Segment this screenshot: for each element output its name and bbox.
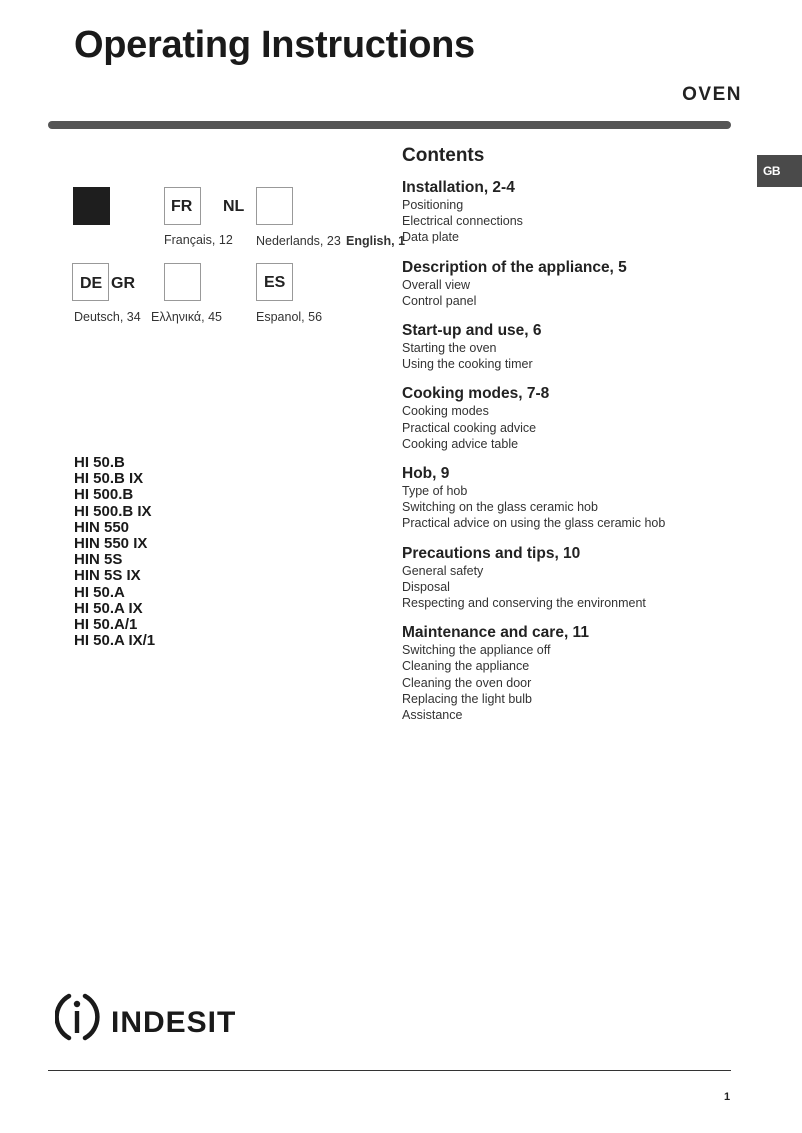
model-number: HIN 550 bbox=[74, 518, 130, 536]
product-type: OVEN bbox=[682, 84, 742, 105]
section-item: Practical cooking advice bbox=[402, 420, 537, 435]
section-item: Cleaning the appliance bbox=[402, 659, 530, 674]
language-box-english bbox=[73, 187, 110, 225]
model-number: HI 50.A IX/1 bbox=[74, 632, 156, 650]
model-number: HIN 5S bbox=[74, 551, 123, 569]
section-item: Replacing the light bulb bbox=[402, 691, 532, 706]
table-of-contents bbox=[402, 145, 782, 736]
model-number: HI 500.B IX bbox=[74, 502, 152, 520]
section-heading: Description of the appliance, 5 bbox=[402, 258, 627, 276]
contents-section bbox=[402, 624, 782, 723]
section-heading: Precautions and tips, 10 bbox=[402, 544, 581, 562]
language-label-nl: Nederlands, 23 bbox=[256, 234, 341, 248]
language-code-gr: GR bbox=[111, 275, 135, 292]
model-number: HI 50.B IX bbox=[74, 470, 144, 488]
language-tab: GB bbox=[757, 155, 802, 187]
section-item: Disposal bbox=[402, 579, 450, 594]
contents-title: Contents bbox=[402, 145, 485, 166]
section-item: General safety bbox=[402, 563, 484, 578]
header-divider bbox=[48, 121, 731, 129]
section-item: Switching the appliance off bbox=[402, 643, 551, 658]
section-item: Positioning bbox=[402, 198, 464, 212]
model-list bbox=[74, 455, 155, 649]
language-label-english: English, 1 bbox=[346, 234, 406, 248]
section-item: Assistance bbox=[402, 708, 463, 723]
model-number: HI 50.A/1 bbox=[74, 616, 138, 634]
contents-section bbox=[402, 545, 782, 612]
language-label-fr: Français, 12 bbox=[164, 233, 233, 247]
contents-section bbox=[402, 465, 782, 532]
language-label-es: Espanol, 56 bbox=[256, 310, 323, 324]
section-item: Data plate bbox=[402, 230, 459, 245]
section-item: Cooking advice table bbox=[402, 436, 519, 451]
language-label-de: Deutsch, 34 bbox=[74, 310, 141, 324]
section-heading: Installation, 2-4 bbox=[402, 179, 515, 196]
section-item: Electrical connections bbox=[402, 214, 523, 229]
section-item: Respecting and conserving the environment bbox=[402, 596, 646, 611]
section-item: Using the cooking timer bbox=[402, 357, 533, 372]
language-box-gr bbox=[164, 263, 201, 301]
language-code-fr: FR bbox=[171, 198, 193, 215]
indesit-logo bbox=[55, 990, 255, 1050]
section-item: Practical advice on using the glass ceramic hob bbox=[402, 516, 666, 531]
contents-section bbox=[402, 385, 782, 452]
section-item: Starting the oven bbox=[402, 341, 497, 356]
model-number: HI 50.A IX bbox=[74, 599, 143, 617]
footer-divider bbox=[48, 1070, 731, 1071]
section-heading: Cooking modes, 7-8 bbox=[402, 385, 550, 403]
model-number: HI 500.B bbox=[74, 486, 134, 504]
language-code-nl: NL bbox=[223, 198, 245, 215]
language-box-nl bbox=[256, 187, 293, 225]
section-item: Switching on the glass ceramic hob bbox=[402, 500, 598, 515]
section-heading: Hob, 9 bbox=[402, 465, 450, 483]
contents-section bbox=[402, 259, 782, 309]
section-heading: Maintenance and care, 11 bbox=[402, 624, 589, 642]
model-number: HI 50.B bbox=[74, 454, 125, 471]
page-title: Operating Instructions bbox=[74, 24, 475, 66]
page-number: 1 bbox=[724, 1091, 731, 1103]
section-heading: Start-up and use, 6 bbox=[402, 322, 542, 340]
model-number: HIN 550 IX bbox=[74, 535, 148, 553]
language-code-es: ES bbox=[264, 274, 286, 291]
section-item: Cleaning the oven door bbox=[402, 675, 532, 690]
model-number: HIN 5S IX bbox=[74, 567, 141, 585]
contents-section bbox=[402, 179, 782, 246]
contents-section bbox=[402, 322, 782, 372]
section-item: Type of hob bbox=[402, 484, 468, 499]
language-label-gr: Ελληνικά, 45 bbox=[151, 310, 222, 324]
section-item: Cooking modes bbox=[402, 404, 489, 419]
section-item: Overall view bbox=[402, 277, 471, 292]
svg-text:INDESIT: INDESIT bbox=[111, 1006, 237, 1039]
model-number: HI 50.A bbox=[74, 583, 125, 601]
language-code-de: DE bbox=[80, 275, 103, 292]
section-item: Control panel bbox=[402, 293, 477, 308]
